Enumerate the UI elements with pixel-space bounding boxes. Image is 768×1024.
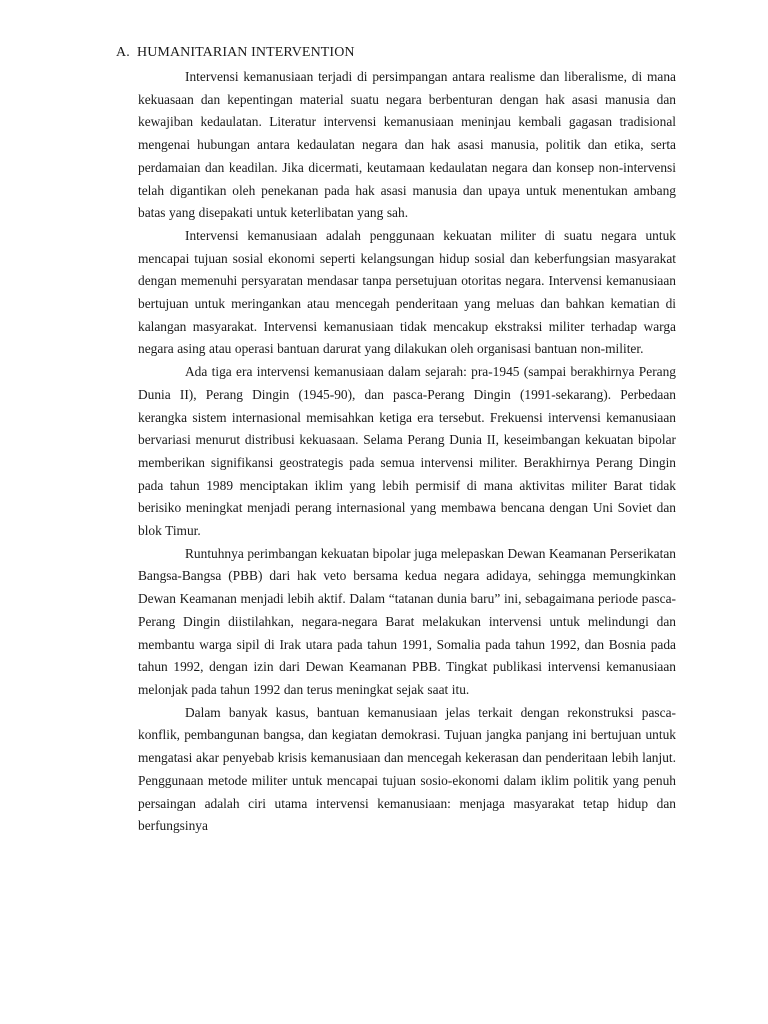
paragraph: Runtuhnya perimbangan kekuatan bipolar juga melepaskan Dewan Keamanan Perserikatan Bangsa-Bangsa (PBB) dari hak veto bersama kedua negara adidaya, sehingga memungkinkan Dewan Keamanan menjadi lebih aktif. Dalam “tatanan dunia baru” ini, sebagaimana periode pasca-Perang Dingin diistilahkan, negara-negara Barat melakukan intervensi untuk melindungi dan membantu warga sipil di Irak utara pada tahun 1991, Somalia pada tahun 1992, dan Bosnia pada tahun 1992, dengan izin dari Dewan Keamanan PBB. Tingkat publikasi intervensi kemanusiaan melonjak pada tahun 1992 dan terus meningkat sejak saat itu. — [138, 545, 676, 697]
body-text — [138, 66, 676, 838]
paragraph: Intervensi kemanusiaan terjadi di persimpangan antara realisme dan liberalisme, di mana kekuasaan dan kepentingan material suatu negara berbenturan dengan hak asasi manusia dan kewajiban kedaulatan. Literatur intervensi kemanusiaan meninjau kembali gagasan tradisional mengenai hubungan antara kedaulatan negara dan hak asasi manusia, politik dan etika, serta perdamaian dan keadilan. Jika dicermati, keutamaan kedaulatan negara dan konsep non-intervensi telah digantikan oleh penekanan pada hak asasi manusia dan upaya untuk menentukan ambang batas yang disepakati untuk keterlibatan yang sah. — [138, 69, 676, 221]
paragraph: Dalam banyak kasus, bantuan kemanusiaan jelas terkait dengan rekonstruksi pasca-konflik, pembangunan bangsa, dan kegiatan demokrasi. Tujuan jangka panjang ini bertujuan untuk mengatasi akar penyebab krisis kemanusiaan dan mencegah kekerasan dan penderitaan lebih lanjut. Penggunaan metode militer untuk mencapai tujuan sosio-ekonomi dalam iklim politik yang penuh persaingan adalah ciri utama intervensi kemanusiaan: menjaga masyarakat tetap hidup dan berfungsinya — [138, 704, 676, 834]
section-heading — [116, 44, 355, 62]
section-marker: A. — [116, 45, 130, 60]
paragraph: Intervensi kemanusiaan adalah penggunaan kekuatan militer di suatu negara untuk mencapai tujuan sosial ekonomi seperti kelangsungan hidup sosial dan keberfungsian masyarakat dengan memenuhi persyaratan mendasar tanpa persetujuan otoritas negara. Intervensi kemanusiaan bertujuan untuk meringankan atau mencegah penderitaan yang meluas dan bahkan kematian di kalangan masyarakat. Intervensi kemanusiaan tidak mencakup ekstraksi militer terhadap warga negara asing atau operasi bantuan darurat yang dilakukan oleh organisasi bantuan non-militer. — [138, 227, 676, 357]
section-title: HUMANITARIAN INTERVENTION — [137, 45, 355, 60]
paragraph: Ada tiga era intervensi kemanusiaan dalam sejarah: pra-1945 (sampai berakhirnya Perang Dunia II), Perang Dingin (1945-90), dan pasca-Perang Dingin (1991-sekarang). Perbedaan kerangka sistem internasional memisahkan ketiga era tersebut. Frekuensi intervensi kemanusiaan bervariasi menurut distribusi kekuasaan. Selama Perang Dunia II, keseimbangan kekuatan bipolar memberikan signifikansi geostrategis pada semua intervensi militer. Berakhirnya Perang Dingin pada tahun 1989 menciptakan iklim yang lebih permisif di mana aktivitas militer Barat tidak berisiko meningkat menjadi perang internasional yang membawa bencana dengan Uni Soviet dan blok Timur. — [138, 364, 676, 539]
